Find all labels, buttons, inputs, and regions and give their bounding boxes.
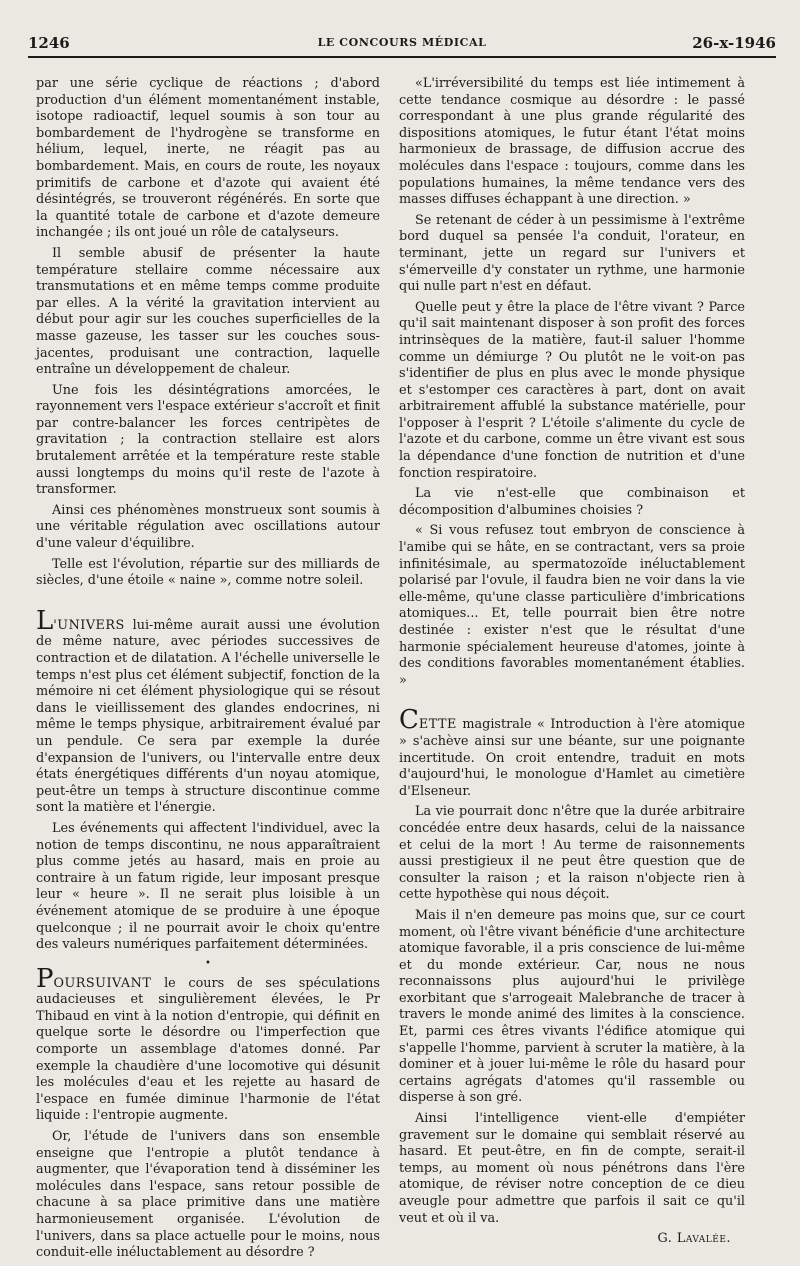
paragraph: Or, l'étude de l'univers dans son ensemble enseigne que l'entropie a plutôt tendance à augmenter, que l'évaporation tend à disséminer les molécules dans l'espace, sans retour possible de chacune à sa place primitive dans une matière harmonieusement organisée. L'évolution de l'univers, dans sa place actuelle pour le moins, nous conduit-elle inéluctablement au désordre ? bbox=[36, 1129, 380, 1261]
paragraph: Il semble abusif de présenter la haute température stellaire comme nécessaire aux transmutations et en même temps comme produite par elles. A la vérité la gravitation intervient au début pour agir sur les couches superficielles de la masse gazeuse, les tasser sur les couches sous-jacentes, produisant une contraction, laquelle entraîne un développement de chaleur. bbox=[36, 245, 380, 378]
paragraph-text: le cours de ses spéculations audacieuses et singulièrement élevées, le Pr Thibaud en vint à la notion d'entropie, qui définit en quelque sorte le désordre ou l'imperfection que comporte un assemblage d'atomes donné. Par exemple la chaudière d'une locomotive qui désunit les molécules d'eau et les rejette au hasard de l'espace en fumée diminue l'harmonie de l'état liquide : l'entropie augmente. bbox=[36, 975, 380, 1124]
section-paragraph bbox=[36, 605, 380, 817]
paragraph: «L'irréversibilité du temps est liée intimement à cette tendance cosmique au désordre : le passé correspondant à une plus grande régularité des dispositions atomiques, le futur étant l'état moins harmonieux de brassage, de diffusion accrue des molécules dans l'espace : toujours, comme dans les populations humaines, la même tendance vers des masses diffuses échappant à une direction. » bbox=[399, 76, 745, 208]
paragraph: « Si vous refusez tout embryon de conscience à l'amibe qui se hâte, en se contractant, vers sa proie infinitésimale, au spermatozoïde inéluctablement polarisé par l'ovule, il faudra bien ne voir dans la vie elle-même, qu'une classe particulière d'imbrications atomiques... Et, telle pourrait bien être notre destinée : exister n'est que le résultat d'une harmonie spécialement heureuse d'atomes, jointe à des conditions favorables momentanément établies. » bbox=[399, 523, 745, 688]
paragraph-text: magistrale « Introduction à l'ère atomique » s'achève ainsi sur une béante, sur une poignante incertitude. On croit entendre, traduit en mots d'aujourd'hui, le monologue d'Hamlet au cimetière d'Elseneur. bbox=[399, 717, 745, 799]
small-caps-lead: ETTE bbox=[418, 717, 457, 733]
drop-cap: P bbox=[36, 963, 54, 994]
left-column bbox=[36, 76, 380, 1266]
section-paragraph bbox=[399, 705, 745, 800]
issue-date: 26-x-1946 bbox=[692, 34, 776, 52]
paragraph-text: lui-même aurait aussi une évolution de même nature, avec périodes successives de contraction et de dilatation. A l'échelle universelle le temps n'est plus cet élément subjectif, fonction de la mémoire ni cet élément physiologique qui se résout dans le vieillissement des glandes endocrines, ni même le temps physique, arbitrairement évalué par un pendule. Ce sera par exemple la durée d'expansion de l'univers, ou l'intervalle entre deux états énergétiques différents d'un noyau atomique, peut-être un temps à structure discontinue comme sont la matière et l'énergie. bbox=[36, 617, 380, 816]
drop-cap: L bbox=[36, 605, 54, 636]
paragraph: Mais il n'en demeure pas moins que, sur ce court moment, où l'être vivant bénéficie d'une architecture atomique favorable, il a pris conscience de lui-même et du monde extérieur. Car, nous ne nous reconnaissons plus aujourd'hui le privilège exorbitant que s'arrogeait Malebranche de tracer à travers le monde animé des limites à la conscience. Et, parmi ces êtres vivants l'édifice atomique qui s'appelle l'homme, parvient à scruter la matière, à la dominer et à jouer lui-même le rôle du hasard pour certains agrégats d'atomes qu'il rassemble ou disperse à son gré. bbox=[399, 907, 745, 1106]
paragraph: Une fois les désintégrations amorcées, le rayonnement vers l'espace extérieur s'accroît et finit par contre-balancer les forces centripètes de gravitation ; la contraction stellaire est alors brutalement arrêtée et la température reste stable aussi longtemps du moins qu'il reste de l'azote à transformer. bbox=[36, 382, 380, 498]
paragraph: La vie pourrait donc n'être que la durée arbitraire concédée entre deux hasards, celui de la naissance et celui de la mort ! Au terme de raisonnements aussi prestigieux il ne peut être question que de consulter la raison ; et la raison n'objecte rien à cette hypothèse qui nous déçoit. bbox=[399, 804, 745, 903]
paragraph: Ainsi l'intelligence vient-elle d'empiéter gravement sur le domaine qui semblait réservé au hasard. Et peut-être, en fin de compte, serait-il temps, au moment où nous pénétrons dans l'ère atomique, de réviser notre conception de ce dieu aveugle pour admettre que parfois il sait ce qu'il veut et où il va. bbox=[399, 1111, 745, 1226]
page-header bbox=[28, 34, 776, 58]
section-paragraph bbox=[36, 963, 380, 1125]
small-caps-lead: 'UNIVERS bbox=[53, 617, 125, 633]
paragraph: Se retenant de céder à un pessimisme à l'extrême bord duquel sa pensée l'a conduit, l'orateur, en terminant, jette un regard sur l'univers et s'émerveille d'y constater un rythme, une harmonie qui nulle part n'est en défaut. bbox=[399, 212, 745, 295]
drop-cap: C bbox=[399, 705, 419, 736]
author-signature: G. Lavalée. bbox=[657, 1231, 731, 1247]
journal-title: LE CONCOURS MÉDICAL bbox=[317, 36, 487, 49]
paragraph: Les événements qui affectent l'individuel, avec la notion de temps discontinu, ne nous apparaîtraient plus comme jetés au hasard, mais en proie au contraire à un fatum rigide, leur imposant presque leur « heure ». Il ne serait plus loisible à un événement atomique de se produire à une époque quelconque ; il ne pourrait avoir le choix qu'entre des valeurs numériques parfaitement déterminées. bbox=[36, 820, 380, 953]
right-column bbox=[399, 76, 745, 1252]
paragraph: par une série cyclique de réactions ; d'abord production d'un élément momentanément instable, isotope radioactif, lequel soumis à son tour au bombardement de l'hydrogène se transforme en hélium, lequel, inerte, ne réagit pas au bombardement. Mais, en cours de route, les noyaux primitifs de carbone et d'azote qui avaient été désintégrés, se trouveront régénérés. En sorte que la quantité totale de carbone et d'azote demeure inchangée ; ils ont joué un rôle de catalyseurs. bbox=[36, 76, 380, 241]
paragraph: Telle est l'évolution, répartie sur des milliards de siècles, d'une étoile « naine », comme notre soleil. bbox=[36, 556, 380, 589]
separator-dot: • bbox=[205, 957, 211, 969]
paragraph: Quelle peut y être la place de l'être vivant ? Parce qu'il sait maintenant disposer à son profit des forces intrinsèques de la matière, faut-il saluer l'homme comme un démiurge ? Ou plutôt ne le voit-on pas s'identifier de plus en plus avec le monde physique et s'estomper ces caractères à part, dont on avait arbitrairement affublé la substance matérielle, pour l'opposer à l'esprit ? L'étoile s'alimente du cycle de l'azote et du carbone, comme un être vivant est sous la dépendance d'une fonction de nutrition et d'une fonction respiratoire. bbox=[399, 299, 745, 481]
small-caps-lead: OURSUIVANT bbox=[53, 975, 152, 991]
paragraph: La vie n'est-elle que combinaison et décomposition d'albumines choisies ? bbox=[399, 486, 745, 518]
page-number: 1246 bbox=[28, 34, 70, 52]
paragraph: Ainsi ces phénomènes monstrueux sont soumis à une véritable régulation avec oscillations autour d'une valeur d'équilibre. bbox=[36, 502, 380, 552]
